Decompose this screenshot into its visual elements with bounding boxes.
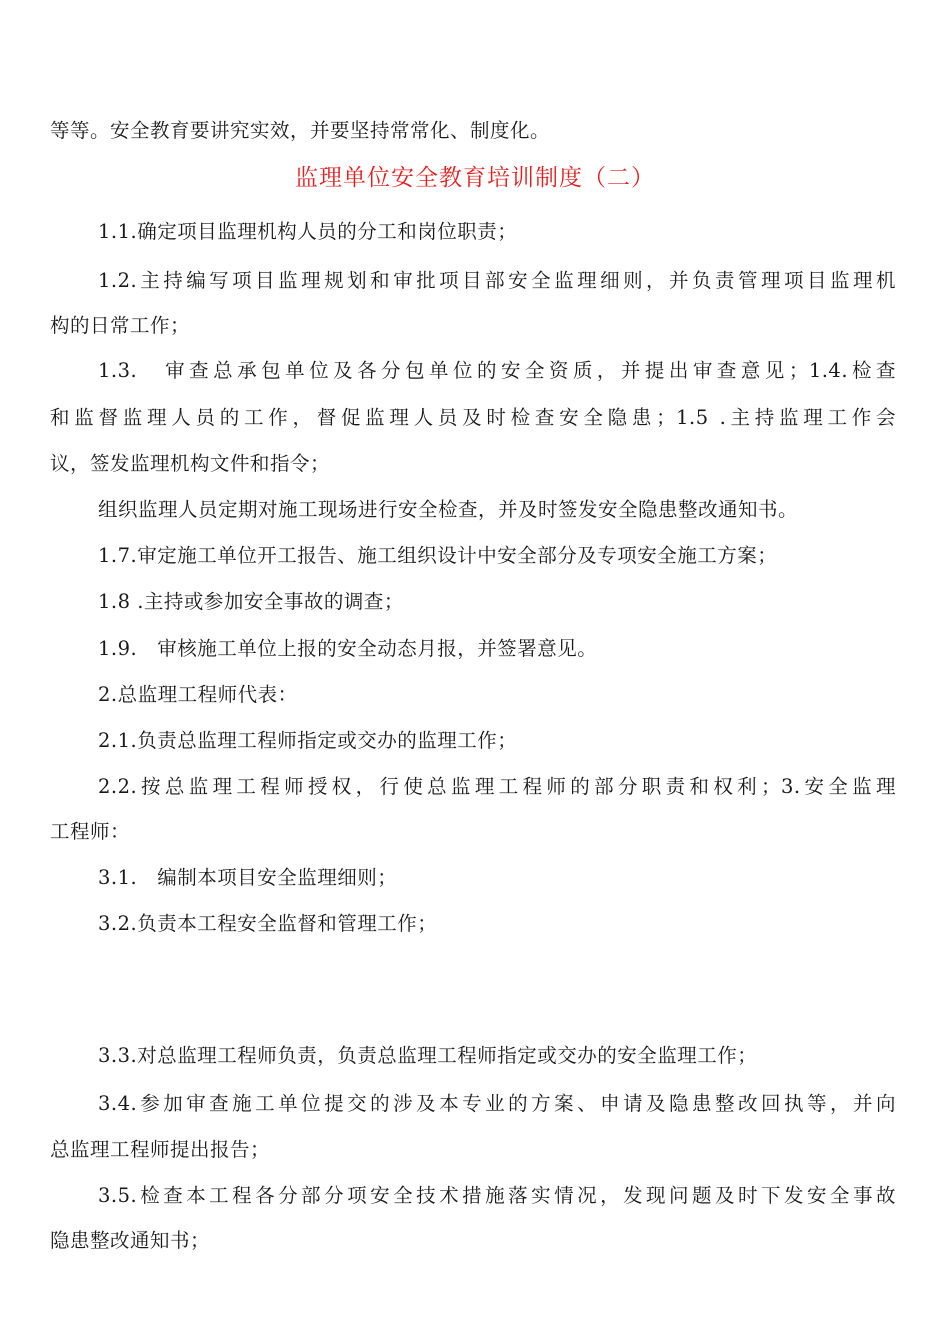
paragraph-line: 2.总监理工程师代表： [98,683,298,706]
paragraph-line: 构的日常工作； [50,314,191,337]
paragraph-line: 1.7.审定施工单位开工报告、施工组织设计中安全部分及专项安全施工方案； [98,544,778,567]
paragraph-line: 工程师： [50,820,131,843]
paragraph-line: 1.3. 审查总承包单位及各分包单位的安全资质，并提出审查意见；1.4.检查 [98,359,896,382]
paragraph-line: 1.8 .主持或参加安全事故的调查； [98,590,404,613]
paragraph-line: 1.9. 审核施工单位上报的安全动态月报，并签署意见。 [98,637,598,660]
paragraph-line: 3.3.对总监理工程师负责，负责总监理工程师指定或交办的安全监理工作； [98,1044,758,1067]
paragraph-line: 3.4.参加审查施工单位提交的涉及本专业的方案、申请及隐患整改回执等，并向 [98,1092,896,1115]
paragraph-line: 和监督监理人员的工作，督促监理人员及时检查安全隐患；1.5 .主持监理工作会 [50,406,896,429]
paragraph-line: 组织监理人员定期对施工现场进行安全检查，并及时签发安全隐患整改通知书。 [98,498,799,521]
paragraph-line: 隐患整改通知书； [50,1229,211,1252]
document-title: 监理单位安全教育培训制度（二） [295,165,655,191]
paragraph-line: 议，签发监理机构文件和指令； [50,452,331,475]
paragraph-line: 1.1.确定项目监理机构人员的分工和岗位职责； [98,220,518,243]
paragraph-line: 2.2.按总监理工程师授权，行使总监理工程师的部分职责和权利；3.安全监理 [98,775,896,798]
paragraph-line: 3.1. 编制本项目安全监理细则； [98,866,398,889]
paragraph-line: 2.1.负责总监理工程师指定或交办的监理工作； [98,729,518,752]
paragraph-line: 3.5.检查本工程各分部分项安全技术措施落实情况，发现问题及时下发安全事故 [98,1184,896,1207]
paragraph-line: 总监理工程师提出报告； [50,1138,271,1161]
paragraph-line: 1.2.主持编写项目监理规划和审批项目部安全监理细则，并负责管理项目监理机 [98,269,896,292]
paragraph-line: 3.2.负责本工程安全监督和管理工作； [98,912,438,935]
intro-paragraph-line: 等等。安全教育要讲究实效，并要坚持常常化、制度化。 [50,119,551,142]
